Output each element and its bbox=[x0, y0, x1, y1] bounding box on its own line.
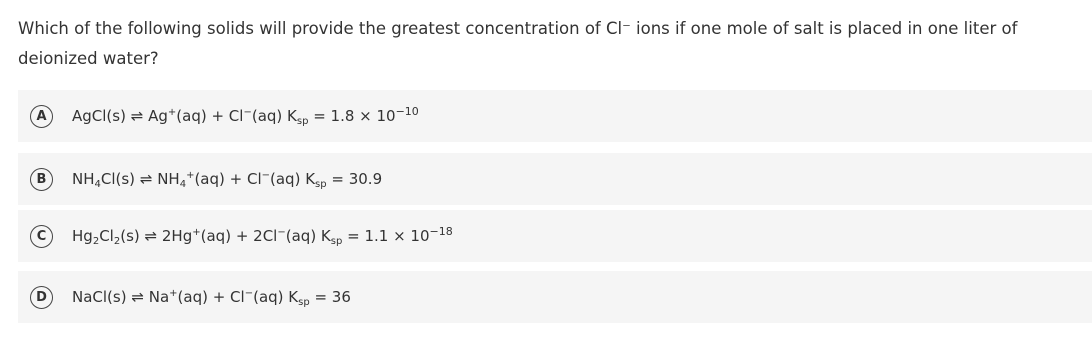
option-letter-b: B bbox=[30, 168, 53, 191]
question-text: Which of the following solids will provide the greatest concentration of Cl⁻ ions if one mole of salt is placed in one liter of deionized water? bbox=[18, 19, 1018, 68]
option-b[interactable] bbox=[18, 153, 1092, 205]
option-b-equation: $NH_4Cl(s)$ ⇌ $NH_4^+(aq) + Cl^-(aq) K_{sp} = 30.9$ bbox=[72, 170, 383, 190]
option-letter-c: C bbox=[30, 225, 53, 248]
option-letter-d: D bbox=[30, 286, 53, 309]
option-letter-a: A bbox=[30, 105, 53, 128]
option-a[interactable] bbox=[18, 90, 1092, 142]
option-d-equation: NaCl(s) ⇌ Na+(aq) + Cl−(aq) $K_{sp} = 36$ bbox=[72, 288, 351, 308]
option-c[interactable] bbox=[18, 210, 1092, 262]
option-a-equation: AgCl(s) ⇌ Ag+(aq) + Cl−(aq) $K_{sp} = 1.8 \times 10^{-10}$ bbox=[72, 105, 419, 127]
option-d[interactable] bbox=[18, 271, 1092, 323]
option-c-equation: $Hg_2Cl_2(s)$ ⇌ 2Hg+(aq) + 2Cl−(aq) $K_{sp} = 1.1 \times 10^{-18}$ bbox=[72, 225, 453, 247]
